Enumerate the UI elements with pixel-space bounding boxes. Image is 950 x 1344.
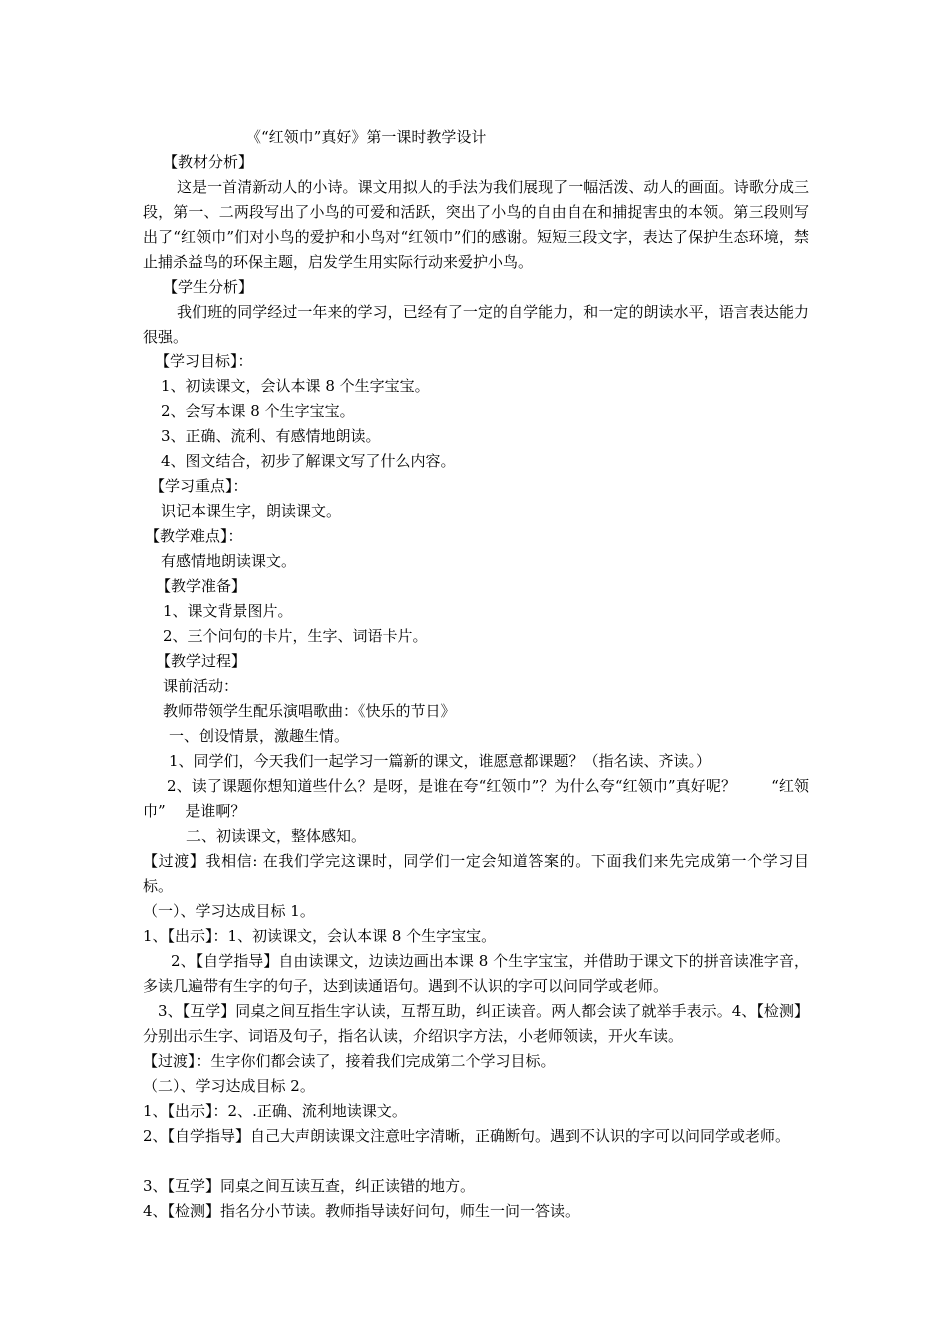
preparation-item: 2、三个问句的卡片，生字、词语卡片。 <box>163 627 428 645</box>
target-two-heading: （二）、学习达成目标 2。 <box>143 1077 315 1095</box>
step-two-heading: 二、初读课文，整体感知。 <box>186 827 367 845</box>
target-two-check: 4、【检测】指名分小节读。教师指导读好问句，师生一问一答读。 <box>143 1202 581 1220</box>
target-one-heading: （一）、学习达成目标 1。 <box>143 902 315 920</box>
difficulty-body: 有感情地朗读课文。 <box>161 552 297 570</box>
goal-item: 4、图文结合，初步了解课文写了什么内容。 <box>161 452 456 470</box>
pre-activity-body: 教师带领学生配乐演唱歌曲：《快乐的节日》 <box>163 702 456 720</box>
goals-heading: 【学习目标】： <box>155 352 253 370</box>
difficulty-heading: 【教学难点】： <box>145 527 243 545</box>
transition-paragraph: 【过渡】我相信: 在我们学完这课时，同学们一定会知道答案的。下面我们来先完成第一个学习目标。 <box>143 852 809 895</box>
focus-heading: 【学习重点】： <box>150 477 248 495</box>
process-heading: 【教学过程】 <box>156 652 247 670</box>
step-one-item: 2、读了课题你想知道些什么？是呀，是谁在夸“红领巾”？为什么夸“红领巾”真好呢？ “红领巾” 是谁啊？ <box>143 777 809 820</box>
step-one-heading: 一、创设情景，激趣生情。 <box>169 727 350 745</box>
preparation-heading: 【教学准备】 <box>156 577 247 595</box>
target-two-self-study: 2、【自学指导】自己大声朗读课文注意吐字清晰，正确断句。遇到不认识的字可以问同学或老师。 <box>143 1127 791 1145</box>
goal-item: 1、初读课文，会认本课 8 个生字宝宝。 <box>161 377 430 395</box>
preparation-item: 1、课文背景图片。 <box>163 602 293 620</box>
target-one-show: 1、【出示】：1、初读课文，会认本课 8 个生字宝宝。 <box>143 927 497 945</box>
step-one-item: 1、同学们，今天我们一起学习一篇新的课文，谁愿意都课题？（指名读、齐读。） <box>169 752 712 770</box>
material-analysis-body: 这是一首清新动人的小诗。课文用拟人的手法为我们展现了一幅活泼、动人的画面。诗歌分成三段，第一、二两段写出了小鸟的可爱和活跃，突出了小鸟的自由自在和捕捉害虫的本领。第三段则写出了“红领巾”们对小鸟的爱护和小鸟对“红领巾”们的感谢。短短三段文字，表达了保护生态环境，禁止捕杀益鸟的环保主题，启发学生用实际行动来爱护小鸟。 <box>143 178 809 271</box>
target-two-show: 1、【出示】：2、.正确、流利地读课文。 <box>143 1102 407 1120</box>
student-analysis-body: 我们班的同学经过一年来的学习，已经有了一定的自学能力，和一定的朗读水平，语言表达能力很强。 <box>143 303 809 346</box>
goal-item: 2、会写本课 8 个生字宝宝。 <box>161 402 355 420</box>
pre-activity-label: 课前活动： <box>163 677 239 695</box>
goal-item: 3、正确、流利、有感情地朗读。 <box>161 427 381 445</box>
document-title: 《“红领巾”真好》第一课时教学设计 <box>246 128 487 146</box>
transition-paragraph: 【过渡】：生字你们都会读了，接着我们完成第二个学习目标。 <box>143 1052 556 1070</box>
target-one-self-study: 2、【自学指导】自由读课文，边读边画出本课 8 个生字宝宝，并借助于课文下的拼音读准字音，多读几遍带有生字的句子，达到读通语句。遇到不认识的字可以问同学或老师。 <box>143 952 809 995</box>
material-analysis-heading: 【教材分析】 <box>163 153 254 171</box>
student-analysis-heading: 【学生分析】 <box>163 278 254 296</box>
target-two-mutual-study: 3、【互学】同桌之间互读互查，纠正读错的地方。 <box>143 1177 476 1195</box>
target-one-mutual-study: 3、【互学】同桌之间互指生字认读，互帮互助，纠正读音。两人都会读了就举手表示。4、【检测】分别出示生字、词语及句子，指名认读，介绍识字方法，小老师领读，开火车读。 <box>143 1002 809 1045</box>
focus-body: 识记本课生字，朗读课文。 <box>161 502 342 520</box>
